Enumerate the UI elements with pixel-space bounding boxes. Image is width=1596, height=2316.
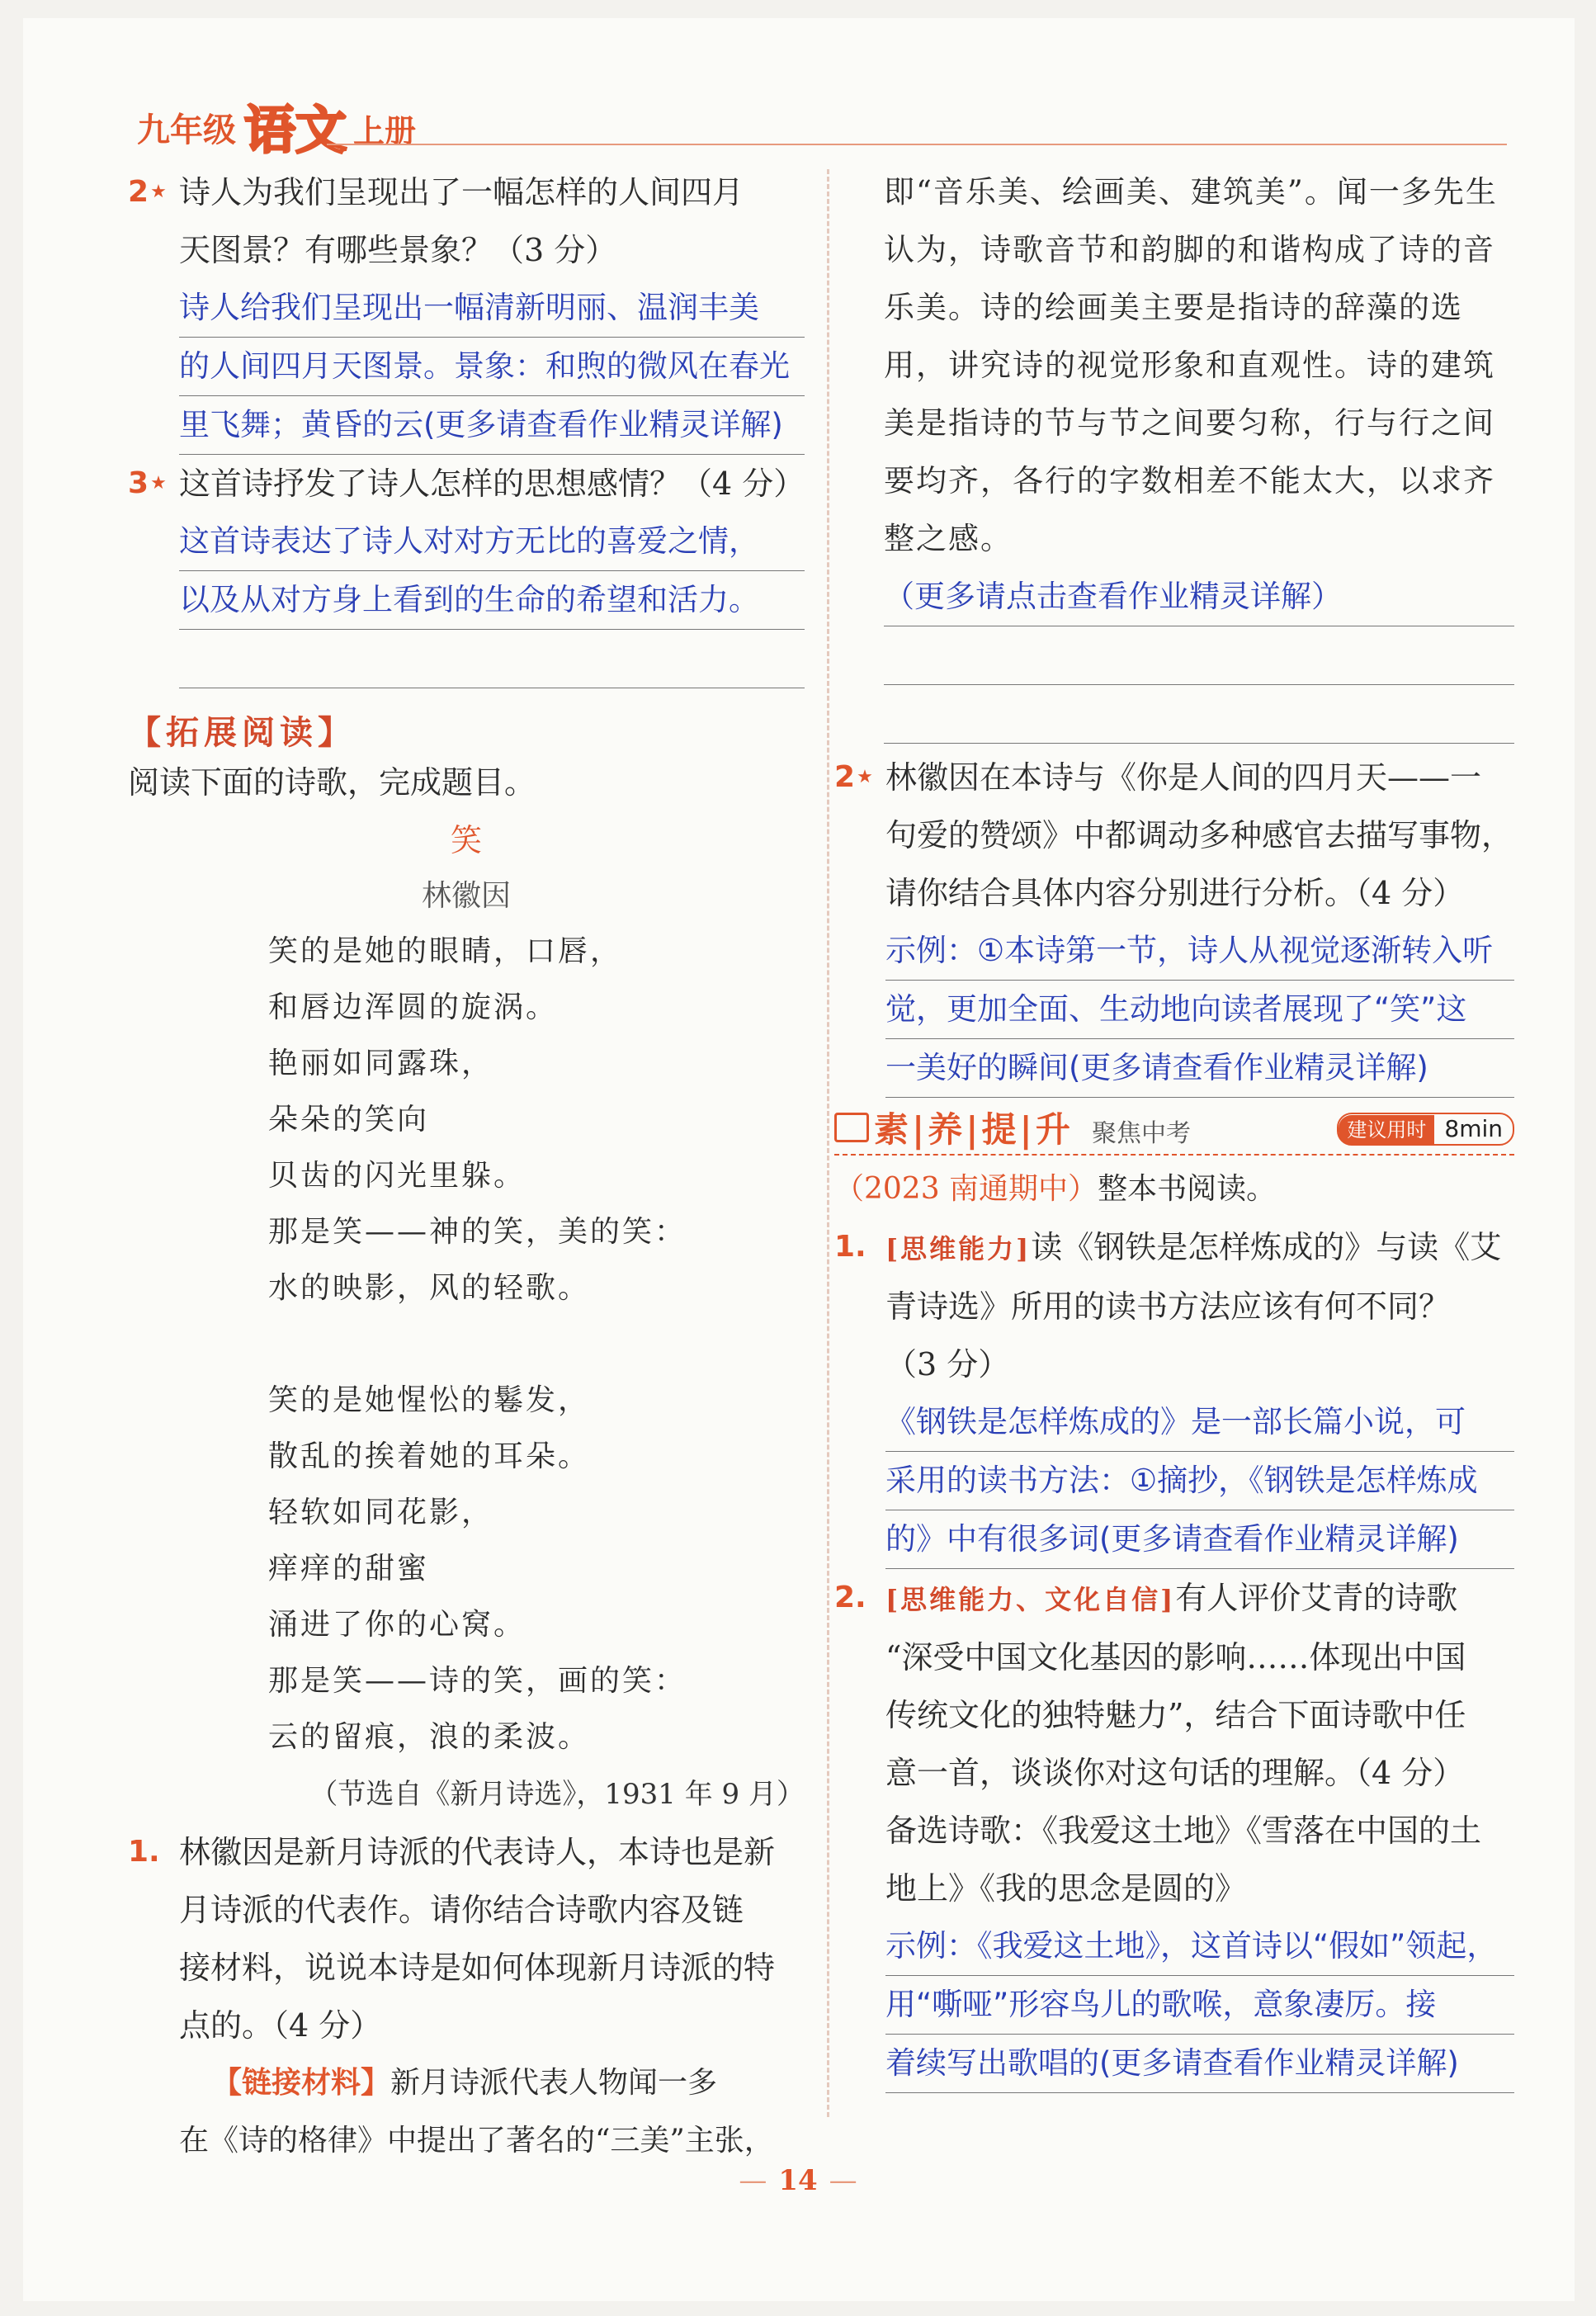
detail-link[interactable]: （更多请点击查看作业精灵详解） [884,568,1514,626]
answer-block: 诗人给我们呈现出一幅清新明丽、温润丰美 的人间四月天图景。景象：和煦的微风在春光 里飞舞；黄昏的云(更多请查看作业精灵详解) [179,279,805,455]
suggested-time-badge: 建议用时 8min [1337,1113,1514,1146]
question-3 [128,455,805,513]
link-material-label: 【链接材料】 [212,2066,391,2100]
question-text: 林徽因是新月诗派的代表诗人，本诗也是新 月诗派的代表作。请你结合诗歌内容及链 接材料，说说本诗是如何体现新月诗派的特 点的。（4 分） [179,1834,776,2044]
volume-label: 上册 [353,113,417,149]
exam-source: （2023 南通期中）整本书阅读。 [834,1172,1277,1206]
question-text: [思维能力]读《钢铁是怎样炼成的》与读《艾 青诗选》所用的读书方法应该有何不同？ （3 分） [885,1229,1502,1383]
poem-line: 和唇边浑圆的旋涡。 [268,990,559,1024]
link-material: 【链接材料】新月诗派代表人物闻一多 在《诗的格律》中提出了著名的“三美”主张， [179,2066,774,2158]
poem-line: 朵朵的笑向 [268,1103,430,1137]
left-column [128,163,805,2170]
grade-label: 九年级 [137,111,236,149]
page-header [137,97,1507,160]
poem-line: 涌进了你的心窝。 [268,1608,526,1642]
column-divider [827,169,829,2117]
question-number: 3★ [128,466,167,500]
question-number: 1. [834,1230,866,1264]
stanza-gap [128,1316,805,1373]
poem-line: 艳丽如同露珠， [268,1047,494,1080]
question-1 [128,1823,805,2054]
answer-block [884,568,1514,744]
poem-stanza-2 [128,1373,805,1765]
banner-subtitle: 聚焦中考 [1092,1119,1191,1148]
question-text: 这首诗抒发了诗人怎样的思想感情？（4 分） [179,466,805,502]
poem-line: 轻软如同花影， [268,1496,494,1529]
literacy-banner [834,1101,1514,1156]
exam-question-1 [834,1218,1514,1393]
poem-line: 贝齿的闪光里躲。 [268,1159,526,1193]
subject-logo: 语文 [244,100,347,160]
header-rule [327,144,1507,145]
answer-blank-line [884,685,1514,744]
question-number: 2★ [128,175,167,209]
book-icon [834,1113,869,1142]
reading-instruction: 阅读下面的诗歌，完成题目。 [128,764,536,801]
ability-tag: [思维能力] [885,1233,1032,1264]
poem-line: 笑的是她惺忪的鬈发， [268,1383,591,1417]
poem-line: 云的留痕，浪的柔波。 [268,1720,591,1754]
answer-block: 示例：①本诗第一节，诗人从视觉逐渐转入听 觉，更加全面、生动地向读者展现了“笑”这 一美好的瞬间(更多请查看作业精灵详解) [885,922,1514,1098]
poem-line: 笑的是她的眼睛，口唇， [268,934,623,968]
question-text: 诗人为我们呈现出了一幅怎样的人间四月 天图景？有哪些景象？（3 分） [179,174,744,268]
link-material-continued: 即“音乐美、绘画美、建筑美”。闻一多先生 认为，诗歌音节和韵脚的和谐构成了诗的音 乐美。诗的绘画美主要是指诗的辞藻的选 用，讲究诗的视觉形象和直观性。诗的建筑 美是指诗的节与节之间要匀称，行与行之间 要均齐，各行的字数相差不能太大，以求齐 整之感。 [884,174,1498,556]
exam-question-2 [834,1569,1514,1917]
question-2 [128,163,805,279]
poem-source: （节选自《新月诗选》，1931 年 9 月） [309,1778,805,1811]
question-number: 1. [128,1835,160,1869]
section-title-extended-reading: 【拓展阅读】 [128,713,356,752]
poem-line: 那是笑——诗的笑，画的笑： [268,1664,687,1698]
question-text: [思维能力、文化自信]有人评价艾青的诗歌 “深受中国文化基因的影响……体现出中国 传统文化的独特魅力”，结合下面诗歌中任 意一首，谈谈你对这句话的理解。（4 分） 备选诗歌：《我爱这土地》《雪落在中国的土 地上》《我的思念是圆的》 [885,1580,1482,1907]
poem-author: 林徽因 [421,879,511,913]
answer-block: 《钢铁是怎样炼成的》是一部长篇小说，可 采用的读书方法：①摘抄，《钢铁是怎样炼成 的》中有很多词(更多请查看作业精灵详解) [885,1393,1514,1569]
banner-title: 素|养|提|升 [874,1109,1074,1150]
answer-blank-line [179,630,805,688]
poem-line: 痒痒的甜蜜 [268,1552,430,1586]
right-column [834,163,1514,2093]
poem-line: 散乱的挨着她的耳朵。 [268,1439,591,1473]
question-text: 林徽因在本诗与《你是人间的四月天——一 句爱的赞颂》中都调动多种感官去描写事物， 请你结合具体内容分别进行分析。（4 分） [885,759,1513,911]
poem-stanza-1 [128,924,805,1316]
answer-block: 这首诗表达了诗人对对方无比的喜爱之情， 以及从对方身上看到的生命的希望和活力。 [179,513,805,688]
poem-line: 水的映影，风的轻歌。 [268,1271,591,1305]
ability-tag: [思维能力、文化自信] [885,1584,1176,1615]
page-number: 14 [778,2164,818,2197]
poem-title: 笑 [450,822,482,858]
answer-blank-line [884,626,1514,685]
poem-line: 那是笑——神的笑，美的笑： [268,1215,687,1249]
question-number: 2. [834,1581,866,1614]
question-2-right [834,749,1514,922]
answer-block: 示例：《我爱这土地》，这首诗以“假如”领起， 用“嘶哑”形容鸟儿的歌喉，意象凄厉。接 着续写出歌唱的(更多请查看作业精灵详解) [885,1917,1514,2093]
question-number: 2★ [834,760,873,794]
page-footer: — 14 — [739,2164,857,2197]
